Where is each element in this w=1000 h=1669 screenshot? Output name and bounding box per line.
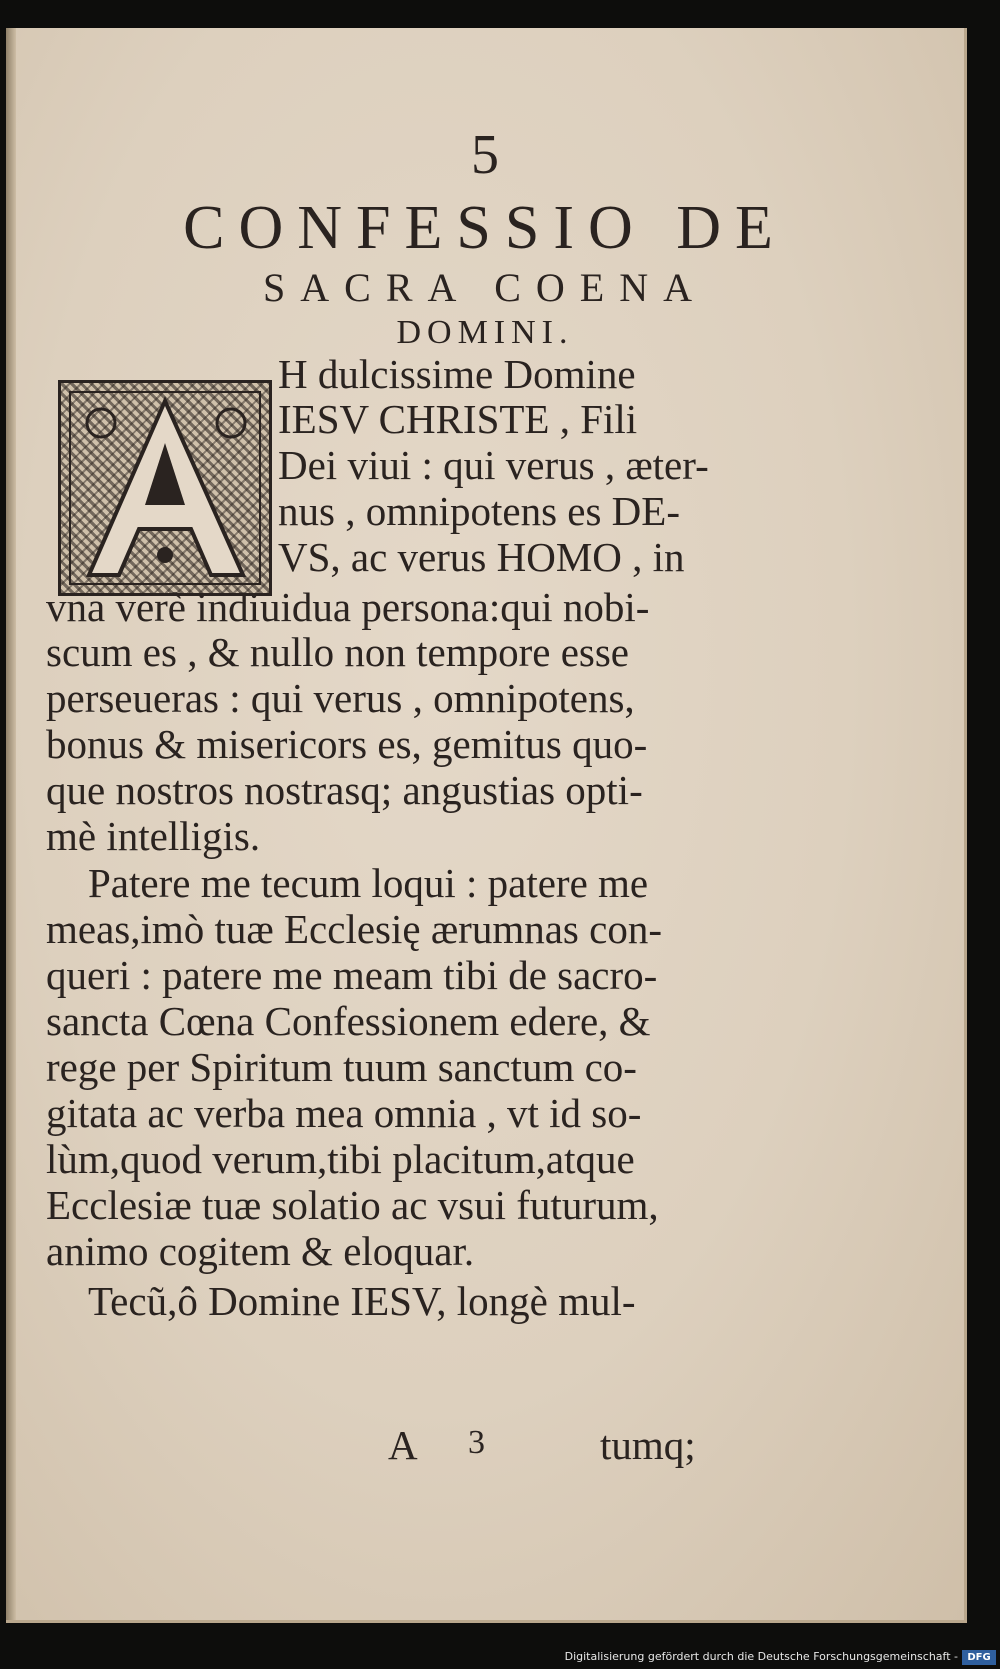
catchword: tumq;: [600, 1422, 696, 1468]
text-line: queri : patere me meam tibi de sacro-: [46, 952, 658, 998]
text-line: IESV CHRISTE , Fili: [278, 396, 638, 442]
text-line: Tecũ,ô Domine IESV, longè mul-: [88, 1278, 636, 1324]
initial-letter-a-icon: [61, 383, 269, 593]
ornamental-initial-icon: [58, 380, 272, 596]
signature-number: 3: [468, 1424, 485, 1461]
signature-mark: A: [388, 1422, 418, 1468]
text-line: mè intelligis.: [46, 813, 261, 859]
book-page: [6, 28, 967, 1623]
text-line: gitata ac verba mea omnia , vt id so-: [46, 1090, 642, 1136]
text-line: nus , omnipotens es DE-: [278, 488, 680, 534]
title-line-3: DOMINI.: [396, 314, 574, 351]
text-line: meas,imò tuæ Ecclesię ærumnas con-: [46, 906, 662, 952]
text-line: Ecclesiæ tuæ solatio ac vsui futurum,: [46, 1182, 659, 1228]
text-line: Patere me tecum loqui : patere me: [88, 860, 649, 906]
text-line: que nostros nostrasq; angustias opti-: [46, 767, 643, 813]
title-line-1: CONFESSIO DE: [183, 194, 787, 262]
text-line: perseueras : qui verus , omnipotens,: [46, 675, 635, 721]
text-line: H dulcissime Domine: [278, 351, 636, 397]
footer-credit: Digitalisierung gefördert durch die Deutsche Forschungsgemeinschaft -: [564, 1650, 958, 1663]
text-line: bonus & misericors es, gemitus quo-: [46, 721, 648, 767]
page-number: 5: [471, 124, 499, 186]
title-line-2: SACRA COENA: [263, 265, 707, 310]
text-line: VS, ac verus HOMO , in: [278, 534, 685, 580]
text-line: lùm,quod verum,tibi placitum,atque: [46, 1136, 635, 1182]
dfg-logo-icon: DFG: [962, 1650, 996, 1665]
footer-bar: [0, 1648, 1000, 1669]
text-line: animo cogitem & eloquar.: [46, 1228, 475, 1274]
text-line: scum es , & nullo non tempore esse: [46, 629, 630, 675]
text-line: vna verè indiuidua persona:qui nobi-: [46, 584, 650, 630]
text-line: sancta Cœna Confessionem edere, &: [46, 998, 651, 1044]
text-line: Dei viui : qui verus , æter-: [278, 442, 709, 488]
text-line: rege per Spiritum tuum sanctum co-: [46, 1044, 637, 1090]
